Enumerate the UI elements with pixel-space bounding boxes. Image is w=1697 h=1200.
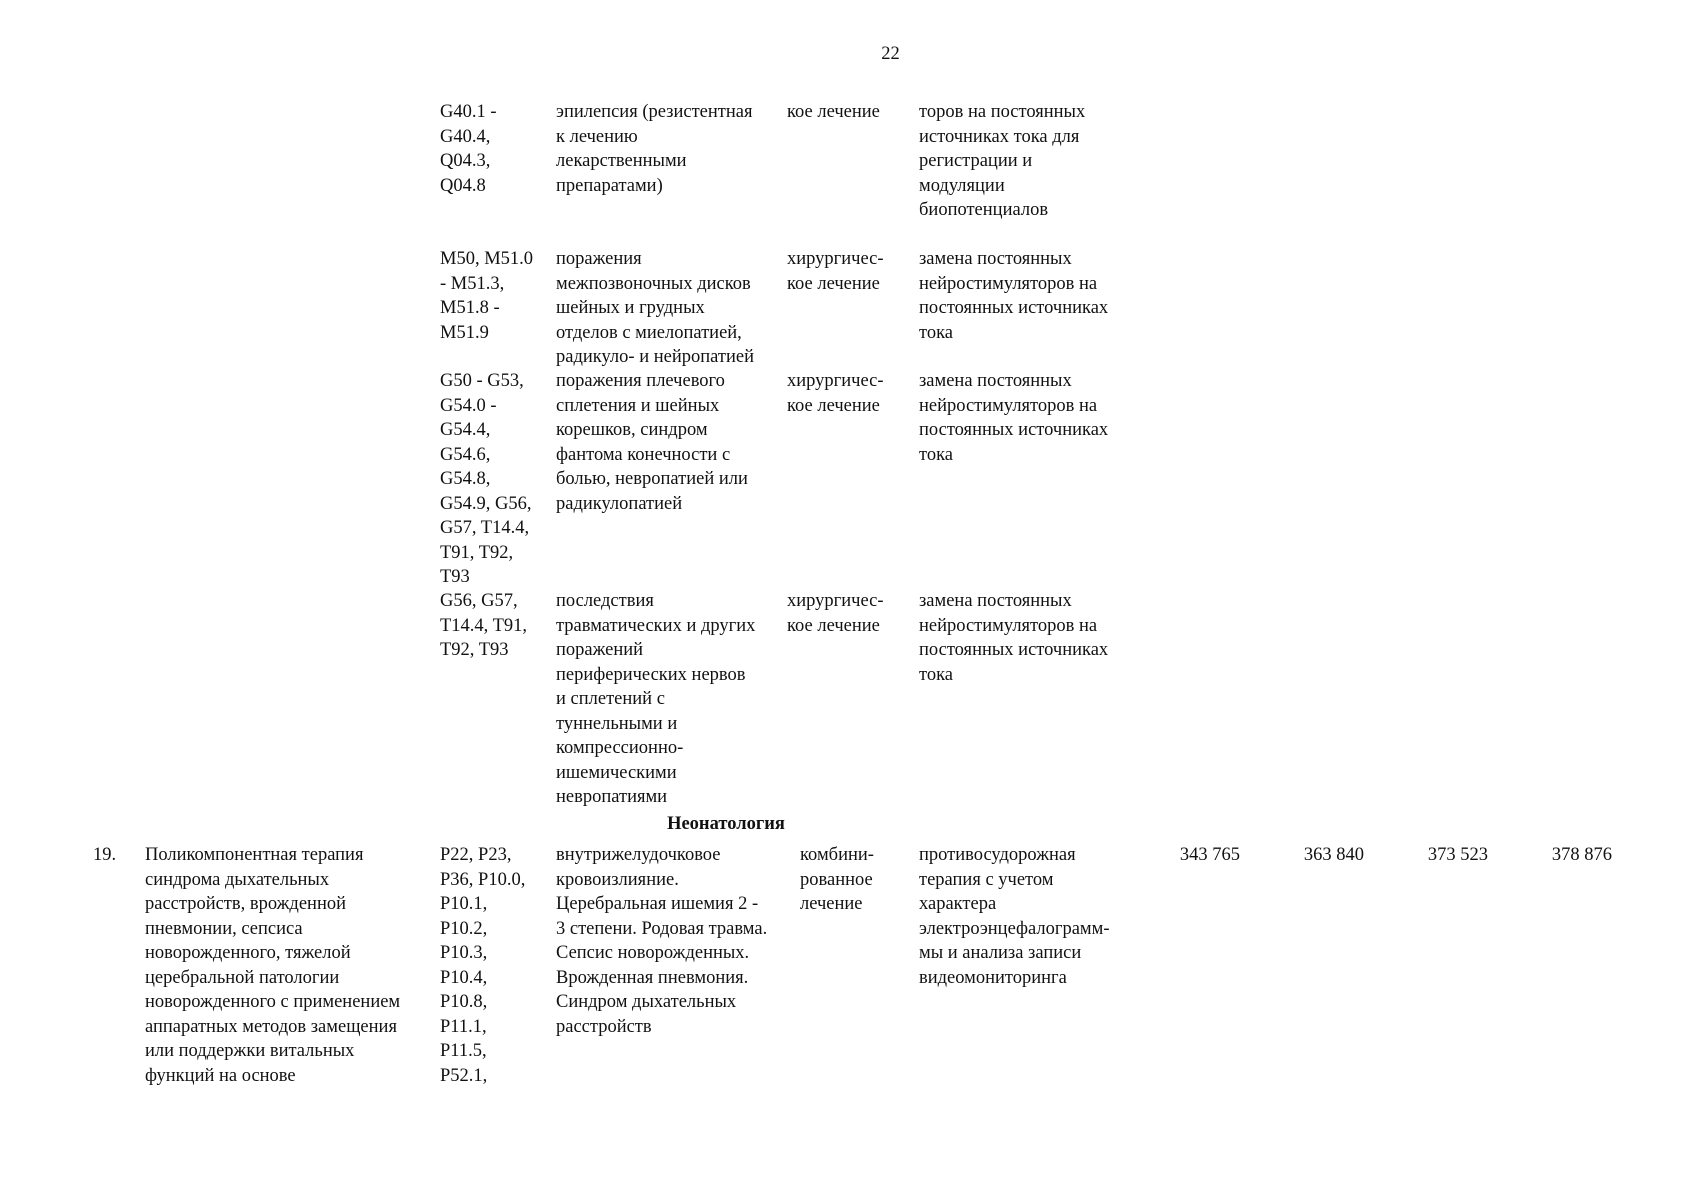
row-method: торов на постоянных источниках тока для регистрации и модуляции биопотенциалов xyxy=(919,102,1086,220)
price-cell: 378 876 xyxy=(1551,845,1612,865)
row-method: замена постоянных нейростимуляторов на постоянных источниках тока xyxy=(919,371,1109,465)
page-number: 22 xyxy=(881,44,900,64)
row-method: противосудорожная терапия с учетом характера электроэнцефалограмм- мы и анализа записи видеомониторинга xyxy=(919,845,1110,988)
row-treatment: хирургичес- кое лечение xyxy=(787,371,884,416)
row-diagnosis: эпилепсия (резистентная к лечению лекарственными препаратами) xyxy=(556,102,753,196)
row-codes: G40.1 - G40.4, Q04.3, Q04.8 xyxy=(440,102,497,196)
row-diagnosis: последствия травматических и других поражений периферических нервов и сплетений с туннельными и компрессионно- ишемическими невропатиями xyxy=(556,591,756,807)
price-cell: 343 765 xyxy=(1179,845,1240,865)
row-diagnosis: поражения плечевого сплетения и шейных корешков, синдром фантома конечности с болью, невропатией или радикулопатией xyxy=(556,371,748,514)
row-codes: G50 - G53, G54.0 - G54.4, G54.6, G54.8, G54.9, G56, G57, T14.4, T91, T92, T93 xyxy=(440,371,532,587)
row-number: 19. xyxy=(93,845,117,865)
row-codes: P22, P23, P36, P10.0, P10.1, P10.2, P10.3, P10.4, P10.8, P11.1, P11.5, P52.1, xyxy=(440,845,526,1086)
row-name: Поликомпонентная терапия синдрома дыхательных расстройств, врожденной пневмонии, сепсиса новорожденного, тяжелой церебральной патологии новорожденного с применением аппаратных методов замещения или поддержки витальных функций на основе xyxy=(145,845,401,1086)
row-method: замена постоянных нейростимуляторов на постоянных источниках тока xyxy=(919,249,1109,343)
section-title: Неонатология xyxy=(667,814,785,834)
row-treatment: комбини- рованное лечение xyxy=(800,845,874,914)
row-diagnosis: внутрижелудочковое кровоизлияние. Церебральная ишемия 2 - 3 степени. Родовая травма. Сепсис новорожденных. Врожденная пневмония. Синдром дыхательных расстройств xyxy=(556,845,768,1037)
row-codes: G56, G57, T14.4, T91, T92, T93 xyxy=(440,591,528,660)
row-method: замена постоянных нейростимуляторов на постоянных источниках тока xyxy=(919,591,1109,685)
row-codes: M50, M51.0 - M51.3, M51.8 - M51.9 xyxy=(440,249,534,343)
row-treatment: хирургичес- кое лечение xyxy=(787,249,884,294)
row-diagnosis: поражения межпозвоночных дисков шейных и грудных отделов с миелопатией, радикуло- и нейропатией xyxy=(556,249,754,367)
price-cell: 363 840 xyxy=(1303,845,1364,865)
row-treatment: кое лечение xyxy=(787,102,880,122)
price-cell: 373 523 xyxy=(1427,845,1488,865)
row-treatment: хирургичес- кое лечение xyxy=(787,591,884,636)
